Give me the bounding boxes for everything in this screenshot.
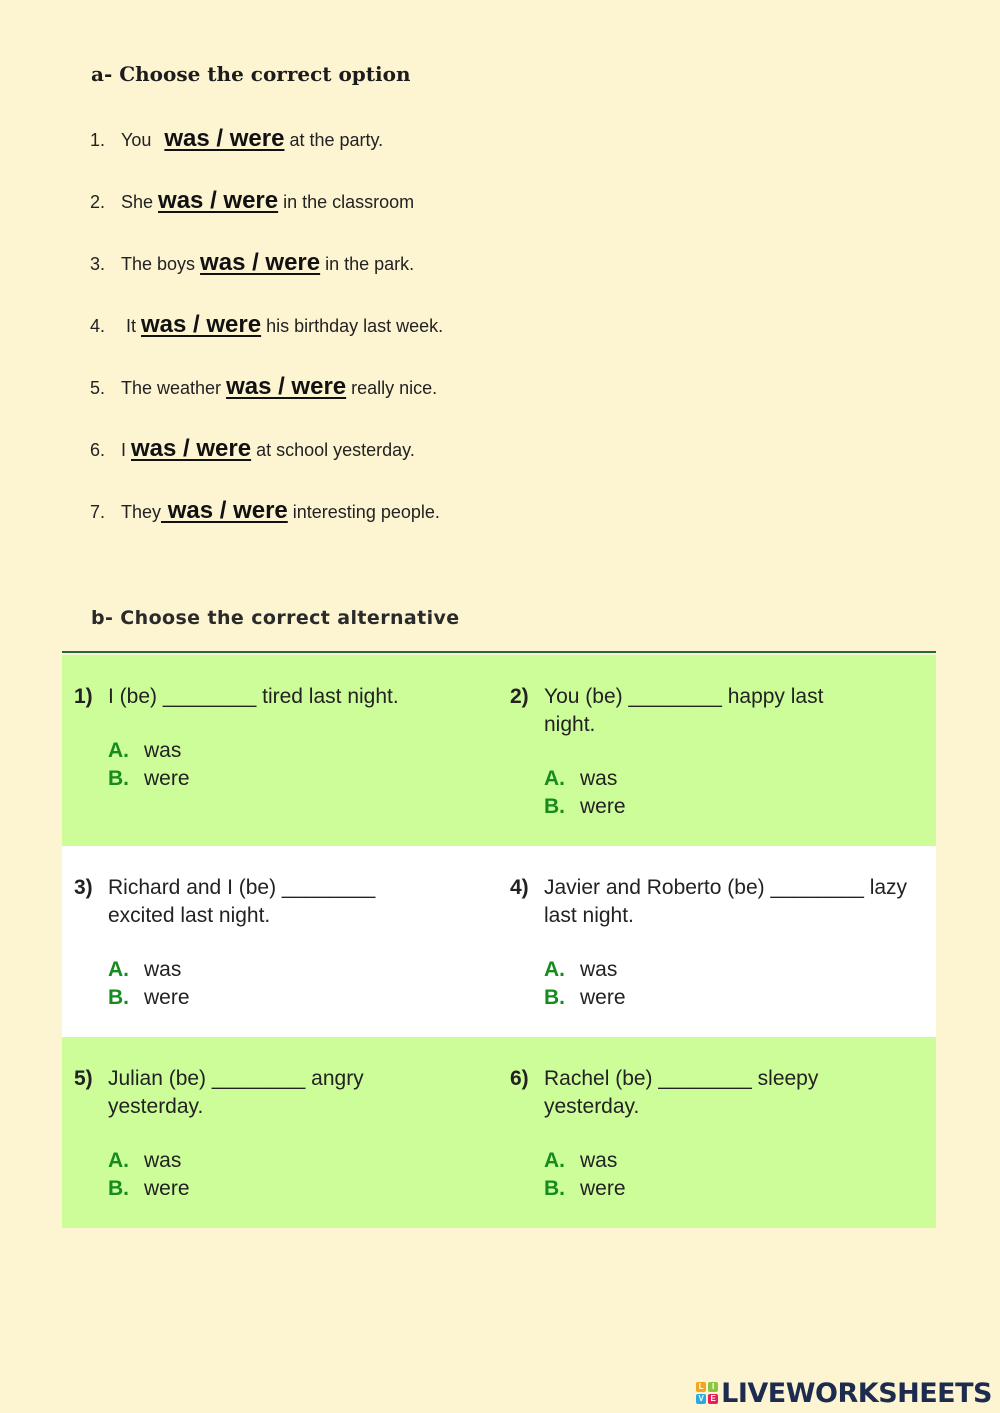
answer-option-a[interactable] <box>544 765 930 793</box>
answer-option-a[interactable] <box>544 1147 930 1175</box>
option-letter: A. <box>544 767 565 790</box>
quiz-grid <box>62 651 936 1227</box>
item-text-before: You <box>121 130 157 150</box>
choice-option[interactable]: was / were <box>161 497 288 524</box>
question-number: 1) <box>74 685 93 708</box>
answer-option-b[interactable] <box>108 1175 494 1203</box>
option-text: were <box>144 986 190 1009</box>
option-text: was <box>144 1149 182 1172</box>
option-text: was <box>144 958 182 981</box>
question-card <box>74 683 494 793</box>
question-text: Rachel (be) ________ sleepy yesterday. <box>544 1067 819 1118</box>
quiz-row <box>62 846 936 1037</box>
list-item <box>90 248 414 278</box>
item-number: 7. <box>90 502 106 522</box>
item-number: 3. <box>90 254 106 274</box>
option-letter: A. <box>108 958 129 981</box>
logo-tile-e: E <box>708 1394 718 1404</box>
answer-option-b[interactable] <box>544 984 930 1012</box>
item-text-after: in the park. <box>320 254 415 274</box>
option-letter: A. <box>544 1149 565 1172</box>
question-card <box>510 874 930 1012</box>
option-letter: B. <box>544 795 565 818</box>
option-text: were <box>580 795 626 818</box>
question-text: Richard and I (be) ________ excited last night. <box>108 876 376 927</box>
choice-option[interactable]: was / were <box>226 373 347 400</box>
option-letter: B. <box>108 1177 129 1200</box>
list-item <box>90 310 443 340</box>
answer-option-b[interactable] <box>108 984 494 1012</box>
item-text-after: his birthday last week. <box>261 316 444 336</box>
choice-option[interactable]: was / were <box>131 435 252 462</box>
question-text: You (be) ________ happy last night. <box>544 685 824 736</box>
option-text: were <box>144 1177 190 1200</box>
question-number: 3) <box>74 876 93 899</box>
liveworksheets-logo-icon <box>696 1382 718 1404</box>
option-text: were <box>580 986 626 1009</box>
question-number: 5) <box>74 1067 93 1090</box>
question-card <box>74 1065 494 1203</box>
answer-option-b[interactable] <box>108 765 494 793</box>
option-letter: A. <box>108 739 129 762</box>
answer-option-a[interactable] <box>108 956 494 984</box>
answer-option-b[interactable] <box>544 1175 930 1203</box>
question-number: 4) <box>510 876 529 899</box>
item-text-before: It <box>121 316 142 336</box>
quiz-row <box>62 1037 936 1228</box>
item-text-after: interesting people. <box>287 502 440 522</box>
item-text-before: The weather <box>121 378 227 398</box>
question-card <box>510 1065 930 1203</box>
question-text: Julian (be) ________ angry yesterday. <box>108 1067 364 1118</box>
choice-option[interactable]: was / were <box>141 311 262 338</box>
brand-text: LIVEWORKSHEETS <box>721 1377 992 1409</box>
question-text: Javier and Roberto (be) ________ lazy last night. <box>544 876 908 927</box>
quiz-row <box>62 655 936 846</box>
answer-option-b[interactable] <box>544 793 930 821</box>
choice-option[interactable]: was / were <box>158 187 279 214</box>
option-letter: B. <box>108 767 129 790</box>
question-number: 6) <box>510 1067 529 1090</box>
question-number: 2) <box>510 685 529 708</box>
item-text-after: at the party. <box>284 130 384 150</box>
question-text: I (be) ________ tired last night. <box>108 685 399 708</box>
item-number: 1. <box>90 130 106 150</box>
item-number: 2. <box>90 192 106 212</box>
option-letter: B. <box>108 986 129 1009</box>
section-b-title: b- Choose the correct alternative <box>91 607 460 629</box>
item-text-after: really nice. <box>346 378 438 398</box>
question-card <box>74 874 494 1012</box>
item-text-after: in the classroom <box>278 192 415 212</box>
option-letter: A. <box>108 1149 129 1172</box>
logo-tile-i: I <box>708 1382 718 1392</box>
item-number: 4. <box>90 316 106 336</box>
item-number: 5. <box>90 378 106 398</box>
list-item <box>90 372 437 402</box>
item-text-after: at school yesterday. <box>251 440 415 460</box>
option-text: was <box>580 1149 618 1172</box>
liveworksheets-brand <box>696 1378 992 1408</box>
answer-option-a[interactable] <box>108 1147 494 1175</box>
list-item <box>90 124 383 154</box>
choice-option[interactable]: was / were <box>164 125 285 152</box>
option-letter: B. <box>544 1177 565 1200</box>
logo-tile-l: L <box>696 1382 706 1392</box>
option-text: was <box>144 739 182 762</box>
item-number: 6. <box>90 440 106 460</box>
item-text-before: They <box>121 502 162 522</box>
section-a-title: a- Choose the correct option <box>91 62 411 86</box>
list-item <box>90 496 440 526</box>
list-item <box>90 186 414 216</box>
option-text: was <box>580 958 618 981</box>
choice-option[interactable]: was / were <box>200 249 321 276</box>
option-letter: B. <box>544 986 565 1009</box>
item-text-before: She <box>121 192 159 212</box>
question-card <box>510 683 930 821</box>
answer-option-a[interactable] <box>544 956 930 984</box>
logo-tile-v: V <box>696 1394 706 1404</box>
option-letter: A. <box>544 958 565 981</box>
list-item <box>90 434 415 464</box>
answer-option-a[interactable] <box>108 737 494 765</box>
item-text-before: The boys <box>121 254 201 274</box>
option-text: were <box>580 1177 626 1200</box>
option-text: was <box>580 767 618 790</box>
option-text: were <box>144 767 190 790</box>
item-text-before: I <box>121 440 132 460</box>
